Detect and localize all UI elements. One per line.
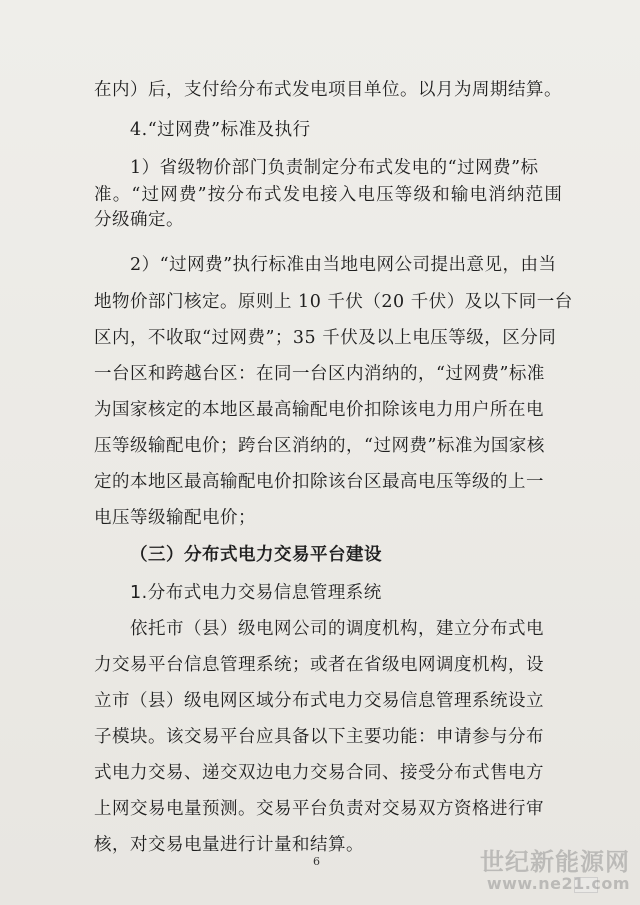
- text-line: 上网交易电量预测。交易平台负责对交易双方资格进行审: [94, 799, 544, 819]
- text-line: 子模块。该交易平台应具备以下主要功能：申请参与分布: [94, 727, 544, 747]
- subsection-heading: 1.分布式电力交易信息管理系统: [130, 583, 382, 603]
- text-line: 依托市（县）级电网公司的调度机构，建立分布式电: [130, 619, 544, 639]
- watermark-url: www.ne21.com: [486, 874, 630, 893]
- text-line: 一台区和跨越台区：在同一台区内消纳的，“过网费”标准: [94, 364, 545, 384]
- text-line: 核，对交易电量进行计量和结算。: [94, 835, 364, 855]
- page-number: 6: [313, 855, 320, 868]
- subsection-heading: 4.“过网费”标准及执行: [130, 120, 311, 140]
- text-line: 准。“过网费”按分布式发电接入电压等级和输电消纳范围: [94, 185, 564, 205]
- section-heading: （三）分布式电力交易平台建设: [130, 545, 382, 565]
- text-line: 分级确定。: [94, 210, 184, 230]
- text-line: 在内）后，支付给分布式发电项目单位。以月为周期结算。: [94, 80, 562, 100]
- text-line: 地物价部门核定。原则上 10 千伏（20 千伏）及以下同一台: [94, 292, 573, 312]
- text-line: 为国家核定的本地区最高输配电价扣除该电力用户所在电: [94, 400, 544, 420]
- text-line: 力交易平台信息管理系统；或者在省级电网调度机构，设: [94, 655, 544, 675]
- text-line: 区内，不收取“过网费”；35 千伏及以上电压等级，区分同: [94, 328, 557, 348]
- text-line: 电压等级输配电价；: [94, 508, 256, 528]
- text-line: 压等级输配电价；跨台区消纳的，“过网费”标准为国家核: [94, 436, 545, 456]
- text-line: 2）“过网费”执行标准由当地电网公司提出意见，由当: [130, 255, 557, 275]
- text-line: 定的本地区最高输配电价扣除该台区最高电压等级的上一: [94, 472, 544, 492]
- text-line: 立市（县）级电网区域分布式电力交易信息管理系统设立: [94, 691, 544, 711]
- text-line: 式电力交易、递交双边电力交易合同、接受分布式售电方: [94, 763, 544, 783]
- text-line: 1）省级物价部门负责制定分布式发电的“过网费”标: [130, 158, 539, 178]
- watermark-name: 世纪新能源网: [480, 848, 630, 876]
- watermark: [480, 849, 630, 893]
